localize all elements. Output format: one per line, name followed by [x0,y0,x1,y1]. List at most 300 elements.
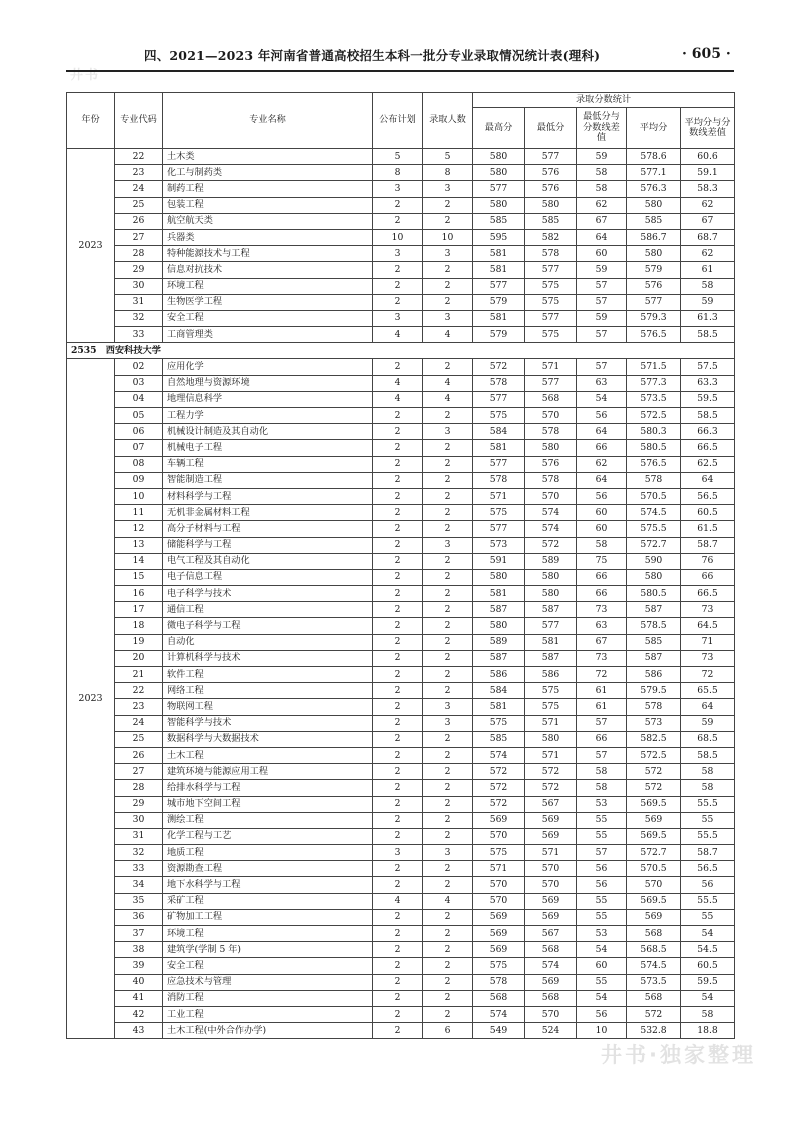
table-row [67,812,735,828]
table-row [67,181,735,197]
min-score: 575 [525,294,577,310]
table-row [67,618,735,634]
major-name: 化学工程与工艺 [163,828,373,844]
avg-diff: 68.7 [681,229,735,245]
major-name: 电子信息工程 [163,569,373,585]
min-diff: 67 [577,634,627,650]
min-score: 569 [525,828,577,844]
admitted-count: 2 [423,197,473,213]
min-score: 586 [525,667,577,683]
admitted-count: 2 [423,861,473,877]
min-score: 572 [525,764,577,780]
table-row [67,1023,735,1039]
max-score: 570 [473,893,525,909]
min-diff: 66 [577,586,627,602]
min-diff: 67 [577,213,627,229]
major-name: 高分子材料与工程 [163,521,373,537]
avg-score: 569.5 [627,828,681,844]
min-score: 574 [525,958,577,974]
major-name: 化工与制药类 [163,165,373,181]
col-min: 最低分 [525,108,577,149]
max-score: 570 [473,828,525,844]
major-code: 38 [115,942,163,958]
avg-diff: 58 [681,1006,735,1022]
max-score: 580 [473,165,525,181]
major-name: 工商管理类 [163,327,373,343]
min-score: 570 [525,877,577,893]
max-score: 577 [473,278,525,294]
avg-score: 580 [627,246,681,262]
admitted-count: 2 [423,634,473,650]
table-row [67,877,735,893]
admitted-count: 6 [423,1023,473,1039]
avg-score: 569 [627,812,681,828]
admitted-count: 2 [423,213,473,229]
plan-count: 2 [373,278,423,294]
min-diff: 72 [577,667,627,683]
avg-diff: 54.5 [681,942,735,958]
min-score: 569 [525,909,577,925]
avg-score: 569.5 [627,893,681,909]
min-diff: 66 [577,569,627,585]
max-score: 569 [473,909,525,925]
plan-count: 3 [373,246,423,262]
avg-score: 572.5 [627,747,681,763]
major-code: 24 [115,715,163,731]
admitted-count: 2 [423,747,473,763]
table-row [67,828,735,844]
avg-diff: 55.5 [681,828,735,844]
table-row [67,149,735,165]
admitted-count: 2 [423,602,473,618]
table-row [67,764,735,780]
avg-diff: 59 [681,294,735,310]
max-score: 587 [473,650,525,666]
table-row [67,408,735,424]
table-row [67,602,735,618]
avg-diff: 58.3 [681,181,735,197]
table-row [67,440,735,456]
min-diff: 60 [577,521,627,537]
admitted-count: 2 [423,650,473,666]
max-score: 581 [473,699,525,715]
avg-diff: 73 [681,602,735,618]
avg-score: 576 [627,278,681,294]
min-score: 578 [525,472,577,488]
major-code: 03 [115,375,163,391]
avg-score: 586 [627,667,681,683]
plan-count: 2 [373,1023,423,1039]
max-score: 586 [473,667,525,683]
year-cell: 2023 [67,359,115,1039]
admitted-count: 2 [423,796,473,812]
max-score: 580 [473,569,525,585]
admitted-count: 4 [423,893,473,909]
min-diff: 64 [577,229,627,245]
max-score: 580 [473,197,525,213]
table-row [67,553,735,569]
avg-score: 578.5 [627,618,681,634]
min-score: 576 [525,165,577,181]
avg-score: 573 [627,715,681,731]
plan-count: 2 [373,472,423,488]
max-score: 577 [473,456,525,472]
major-name: 无机非金属材料工程 [163,505,373,521]
major-code: 34 [115,877,163,893]
min-score: 568 [525,391,577,407]
footer-watermark: 井书·独家整理 [601,1043,756,1067]
avg-diff: 56 [681,877,735,893]
plan-count: 2 [373,197,423,213]
table-row [67,731,735,747]
min-diff: 54 [577,990,627,1006]
avg-score: 587 [627,602,681,618]
plan-count: 2 [373,602,423,618]
plan-count: 2 [373,553,423,569]
major-code: 15 [115,569,163,585]
avg-diff: 54 [681,926,735,942]
plan-count: 2 [373,731,423,747]
admitted-count: 3 [423,181,473,197]
admitted-count: 2 [423,521,473,537]
avg-score: 577 [627,294,681,310]
header-rule [66,70,734,72]
major-code: 14 [115,553,163,569]
major-code: 23 [115,165,163,181]
plan-count: 2 [373,780,423,796]
avg-score: 572 [627,780,681,796]
major-name: 采矿工程 [163,893,373,909]
plan-count: 5 [373,149,423,165]
major-code: 22 [115,149,163,165]
avg-score: 590 [627,553,681,569]
plan-count: 2 [373,747,423,763]
major-code: 04 [115,391,163,407]
min-score: 587 [525,650,577,666]
avg-diff: 61 [681,262,735,278]
avg-diff: 18.8 [681,1023,735,1039]
min-diff: 53 [577,796,627,812]
major-code: 29 [115,796,163,812]
table-row [67,278,735,294]
major-code: 37 [115,926,163,942]
min-score: 574 [525,505,577,521]
plan-count: 2 [373,974,423,990]
admitted-count: 4 [423,327,473,343]
max-score: 579 [473,294,525,310]
table-row [67,197,735,213]
min-score: 577 [525,618,577,634]
max-score: 574 [473,747,525,763]
avg-score: 577.3 [627,375,681,391]
min-score: 577 [525,262,577,278]
major-name: 微电子科学与工程 [163,618,373,634]
table-row [67,683,735,699]
major-name: 材料科学与工程 [163,488,373,504]
min-score: 575 [525,683,577,699]
min-diff: 66 [577,731,627,747]
avg-score: 570 [627,877,681,893]
major-name: 车辆工程 [163,456,373,472]
max-score: 574 [473,1006,525,1022]
min-score: 571 [525,845,577,861]
min-score: 578 [525,424,577,440]
max-score: 572 [473,796,525,812]
major-code: 31 [115,828,163,844]
min-score: 575 [525,278,577,294]
major-code: 25 [115,731,163,747]
max-score: 568 [473,990,525,1006]
admitted-count: 3 [423,845,473,861]
avg-diff: 60.5 [681,958,735,974]
min-diff: 75 [577,553,627,569]
min-score: 570 [525,861,577,877]
major-code: 19 [115,634,163,650]
min-diff: 58 [577,165,627,181]
admitted-count: 10 [423,229,473,245]
table-row [67,861,735,877]
min-score: 570 [525,488,577,504]
major-name: 环境工程 [163,278,373,294]
table-row [67,569,735,585]
admitted-count: 2 [423,359,473,375]
plan-count: 2 [373,764,423,780]
avg-diff: 66.5 [681,440,735,456]
min-diff: 60 [577,505,627,521]
avg-score: 586.7 [627,229,681,245]
avg-score: 580.5 [627,440,681,456]
avg-score: 579.5 [627,683,681,699]
min-diff: 57 [577,715,627,731]
avg-score: 587 [627,650,681,666]
max-score: 572 [473,359,525,375]
max-score: 580 [473,618,525,634]
avg-diff: 67 [681,213,735,229]
major-name: 安全工程 [163,958,373,974]
plan-count: 2 [373,569,423,585]
avg-diff: 59.5 [681,974,735,990]
col-max: 最高分 [473,108,525,149]
admitted-count: 4 [423,375,473,391]
major-code: 09 [115,472,163,488]
major-name: 制药工程 [163,181,373,197]
admitted-count: 2 [423,974,473,990]
max-score: 581 [473,586,525,602]
avg-diff: 56.5 [681,488,735,504]
major-name: 物联网工程 [163,699,373,715]
major-code: 22 [115,683,163,699]
avg-diff: 58 [681,780,735,796]
avg-diff: 64.5 [681,618,735,634]
max-score: 575 [473,715,525,731]
min-diff: 54 [577,942,627,958]
major-name: 机械电子工程 [163,440,373,456]
plan-count: 3 [373,181,423,197]
avg-score: 574.5 [627,505,681,521]
avg-diff: 62 [681,197,735,213]
admitted-count: 2 [423,408,473,424]
col-code: 专业代码 [115,93,163,149]
max-score: 572 [473,764,525,780]
avg-diff: 58.7 [681,845,735,861]
admitted-count: 3 [423,715,473,731]
table-row [67,505,735,521]
avg-diff: 60.6 [681,149,735,165]
table-row [67,262,735,278]
min-diff: 59 [577,149,627,165]
major-code: 26 [115,213,163,229]
table-row [67,747,735,763]
admitted-count: 3 [423,537,473,553]
major-name: 自然地理与资源环境 [163,375,373,391]
table-row [67,213,735,229]
admitted-count: 2 [423,764,473,780]
major-name: 机械设计制造及其自动化 [163,424,373,440]
admitted-count: 2 [423,667,473,683]
min-score: 524 [525,1023,577,1039]
min-score: 580 [525,569,577,585]
avg-score: 578 [627,699,681,715]
major-name: 安全工程 [163,310,373,326]
avg-score: 569.5 [627,796,681,812]
table-row [67,294,735,310]
min-diff: 56 [577,408,627,424]
min-diff: 58 [577,181,627,197]
min-diff: 53 [577,926,627,942]
admitted-count: 4 [423,391,473,407]
plan-count: 2 [373,990,423,1006]
admitted-count: 2 [423,505,473,521]
major-code: 02 [115,359,163,375]
major-code: 11 [115,505,163,521]
admitted-count: 2 [423,278,473,294]
avg-score: 571.5 [627,359,681,375]
major-code: 30 [115,812,163,828]
admitted-count: 2 [423,262,473,278]
min-score: 589 [525,553,577,569]
col-min-diff: 最低分与分数线差值 [577,108,627,149]
min-score: 580 [525,586,577,602]
max-score: 569 [473,926,525,942]
major-name: 软件工程 [163,667,373,683]
school-name: 2535 西安科技大学 [67,343,735,359]
admitted-count: 2 [423,909,473,925]
avg-diff: 66 [681,569,735,585]
admitted-count: 2 [423,942,473,958]
plan-count: 2 [373,861,423,877]
min-diff: 62 [577,197,627,213]
avg-score: 574.5 [627,958,681,974]
plan-count: 2 [373,359,423,375]
max-score: 579 [473,327,525,343]
major-name: 测绘工程 [163,812,373,828]
plan-count: 2 [373,262,423,278]
major-code: 27 [115,764,163,780]
min-score: 585 [525,213,577,229]
min-diff: 60 [577,246,627,262]
avg-score: 577.1 [627,165,681,181]
plan-count: 2 [373,537,423,553]
major-name: 智能制造工程 [163,472,373,488]
avg-diff: 62 [681,246,735,262]
min-diff: 55 [577,909,627,925]
avg-score: 576.5 [627,456,681,472]
table-row [67,327,735,343]
max-score: 577 [473,391,525,407]
avg-diff: 61.5 [681,521,735,537]
admitted-count: 2 [423,958,473,974]
table-row [67,1006,735,1022]
avg-diff: 58.5 [681,327,735,343]
avg-diff: 63.3 [681,375,735,391]
admitted-count: 2 [423,618,473,634]
avg-score: 582.5 [627,731,681,747]
avg-diff: 60.5 [681,505,735,521]
admitted-count: 2 [423,440,473,456]
min-score: 580 [525,440,577,456]
max-score: 573 [473,537,525,553]
table-row [67,845,735,861]
max-score: 581 [473,246,525,262]
max-score: 577 [473,181,525,197]
plan-count: 2 [373,634,423,650]
avg-diff: 59 [681,715,735,731]
avg-score: 532.8 [627,1023,681,1039]
max-score: 569 [473,942,525,958]
plan-count: 10 [373,229,423,245]
avg-diff: 65.5 [681,683,735,699]
min-score: 567 [525,796,577,812]
max-score: 572 [473,780,525,796]
min-score: 571 [525,359,577,375]
min-score: 572 [525,780,577,796]
major-code: 18 [115,618,163,634]
major-name: 地下水科学与工程 [163,877,373,893]
avg-score: 579.3 [627,310,681,326]
min-score: 568 [525,942,577,958]
plan-count: 2 [373,456,423,472]
avg-diff: 62.5 [681,456,735,472]
major-name: 信息对抗技术 [163,262,373,278]
admitted-count: 2 [423,553,473,569]
major-code: 30 [115,278,163,294]
plan-count: 2 [373,715,423,731]
min-score: 570 [525,1006,577,1022]
avg-score: 579 [627,262,681,278]
max-score: 580 [473,149,525,165]
max-score: 570 [473,877,525,893]
admitted-count: 3 [423,424,473,440]
table-row [67,715,735,731]
avg-score: 568 [627,926,681,942]
plan-count: 4 [373,391,423,407]
plan-count: 2 [373,958,423,974]
max-score: 587 [473,602,525,618]
max-score: 589 [473,634,525,650]
major-name: 土木类 [163,149,373,165]
table-row [67,974,735,990]
major-code: 07 [115,440,163,456]
avg-score: 572 [627,764,681,780]
min-score: 581 [525,634,577,650]
min-diff: 73 [577,650,627,666]
min-score: 576 [525,456,577,472]
col-year: 年份 [67,93,115,149]
major-code: 41 [115,990,163,1006]
plan-count: 4 [373,893,423,909]
max-score: 581 [473,310,525,326]
major-code: 16 [115,586,163,602]
